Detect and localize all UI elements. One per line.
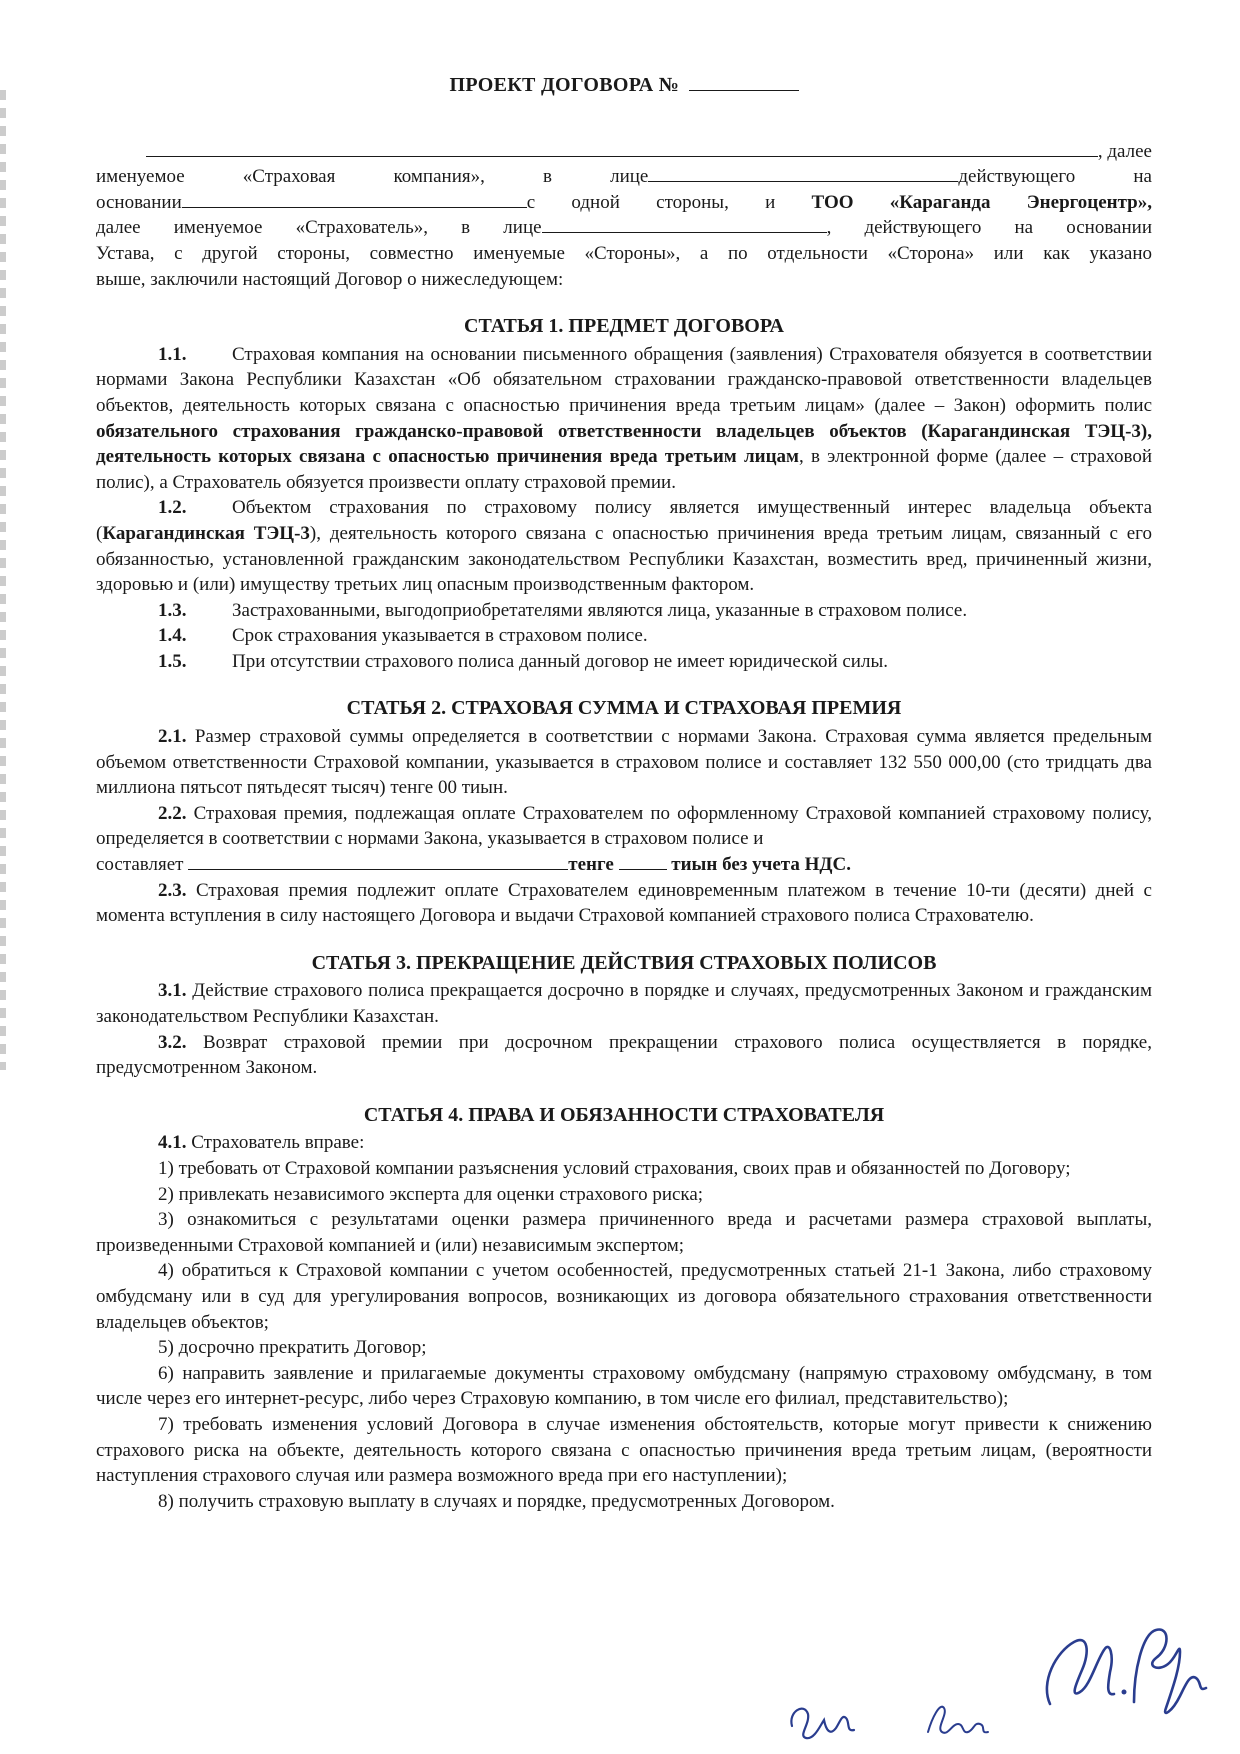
policyholder-rep-blank (542, 216, 827, 233)
right-item-4: 4) обратиться к Страховой компании с учетом особенностей, предусмотренных статьей 21-1 Закона, либо страховому омбудсману или в суд для урегулирования вопросов, возникающих из договора обязательного страхования ответственности владельцев объектов; (96, 1260, 1152, 1333)
preamble-line-1: , далее (96, 139, 1152, 165)
clause-1-4: 1.4. Срок страхования указывается в страховом полисе. (158, 625, 648, 647)
article-4-title: СТАТЬЯ 4. ПРАВА И ОБЯЗАННОСТИ СТРАХОВАТЕЛЯ (363, 1103, 885, 1126)
clause-1-1: 1.1. Страховая компания на основании письменного обращения (заявления) Страхователя обязуется в соответствии нормами Закона Республики Казахстан «Об обязательном страховании гражданско-правовой ответственности владельцев объектов, деятельность которых связана с опасностью причинения вреда третьим лицам» (далее – Закон) оформить полис обязательного страхования гражданско-правовой ответственности владельцев объектов (Карагандинская ТЭЦ-3), деятельность которых связана с опасностью причинения вреда третьим лицам, в электронной форме (далее – страховой полис), а Страхователь обязуется произвести оплату страховой премии. (96, 343, 1152, 493)
clause-3-2: 3.2. Возврат страховой премии при досрочном прекращении страхового полиса осуществляется в порядке, предусмотренном Законом. (96, 1031, 1152, 1079)
preamble-line-3: основании с одной стороны, и ТОО «Караганда Энергоцентр», (96, 191, 1152, 213)
clause-1-3: 1.3. Застрахованными, выгодоприобретателями являются лица, указанные в страховом полисе. (158, 599, 968, 621)
right-item-1: 1) требовать от Страховой компании разъяснения условий страхования, своих прав и обязанностей по Договору; (158, 1157, 1071, 1179)
clause-3-1: 3.1. Действие страхового полиса прекращается досрочно в порядке и случаях, предусмотренных Законом и гражданским законодательством Республики Казахстан. (96, 980, 1152, 1027)
clause-2-2: 2.2. Страховая премия, подлежащая оплате Страхователем по оформленному Страховой компанией страховому полису, определяется в соответствии с нормами Закона, указывается в страховом полисе и (96, 802, 1152, 850)
clause-4-1: 4.1. Страхователь вправе: (158, 1132, 365, 1154)
title-text: ПРОЕКТ ДОГОВОРА № (449, 74, 680, 96)
preamble-line-5: Устава, с другой стороны, совместно именуемые «Стороны», а по отдельности «Сторона» или как указано (96, 242, 1152, 264)
insurer-rep-blank (648, 165, 958, 182)
clause-1-2: 1.2. Объектом страхования по страховому полису является имущественный интерес владельца объекта (Карагандинская ТЭЦ-3), деятельность которого связана с опасностью причинения вреда третьим лицам, связанный с его обязанностью, установленной гражданским законодательством Республики Казахстан, возместить вред, причиненный жизни, здоровью и (или) имуществу третьих лиц опасным производственным фактором. (96, 497, 1152, 596)
premium-tenge-blank (188, 853, 568, 870)
article-2-title: СТАТЬЯ 2. СТРАХОВАЯ СУММА И СТРАХОВАЯ ПРЕМИЯ (346, 697, 902, 720)
insurer-name-blank (146, 140, 1098, 157)
article-3-title: СТАТЬЯ 3. ПРЕКРАЩЕНИЕ ДЕЙСТВИЯ СТРАХОВЫХ ПОЛИСОВ (311, 951, 937, 974)
preamble-line-6: выше, заключили настоящий Договор о нижеследующем: (96, 268, 564, 290)
premium-tiyn-blank (619, 853, 667, 870)
right-item-8: 8) получить страховую выплату в случаях и порядке, предусмотренных Договором. (158, 1490, 835, 1512)
preamble (96, 139, 1152, 293)
contract-body (96, 72, 1152, 1514)
clause-2-1: 2.1. Размер страховой суммы определяется в соответствии с нормами Закона. Страховая сумма является предельным объемом ответственности Страховой компании, указывается в страховом полисе и составляет 132 550 000,00 (сто тридцать два миллиона пятьсот пятьдесят тысяч) тенге 00 тиын. (96, 726, 1152, 799)
policyholder-name: ТОО «Караганда Энергоцентр», (811, 191, 1152, 213)
right-item-6: 6) направить заявление и прилагаемые документы страховому омбудсману (напрямую страховому омбудсману, в том числе через его интернет-ресурс, либо через Страховую компанию, в том числе его филиал, представительство); (96, 1362, 1152, 1410)
insurer-basis-blank (182, 191, 527, 208)
clause-2-3: 2.3. Страховая премия подлежит оплате Страхователем единовременным платежом в течение 10-ти (десяти) дней с момента вступления в силу настоящего Договора и выдачи Страховой компанией страхового полиса Страхователю. (96, 879, 1152, 927)
contract-number-blank (689, 72, 799, 91)
preamble-line-4: далее именуемое «Страхователь», в лице , действующего на основании (96, 217, 1152, 239)
initials-signature-1 (784, 1696, 864, 1746)
document-title (96, 72, 1152, 99)
right-item-7: 7) требовать изменения условий Договора в случае изменения обстоятельств, которые могут привести к снижению страхового риска на объекте, деятельность которого связана с опасностью причинения вреда третьим лицам, (вероятности наступления страхового случая или размера возможного вреда при его наступлении); (96, 1413, 1152, 1487)
clause-2-2-amount-line: составляет тенге тиын без учета НДС. (96, 854, 851, 876)
preamble-line-2: именуемое «Страховая компания», в лице действующего на (96, 166, 1152, 188)
clause-1-5: 1.5. При отсутствии страхового полиса данный договор не имеет юридической силы. (158, 650, 888, 672)
right-item-3: 3) ознакомиться с результатами оценки размера причиненного вреда и расчетами размера страховой выплаты, произведенными Страховой компанией и (или) независимым экспертом; (96, 1209, 1152, 1256)
handwritten-signature-main (1030, 1612, 1220, 1722)
binding-marks (0, 90, 6, 1070)
article-1-title: СТАТЬЯ 1. ПРЕДМЕТ ДОГОВОРА (464, 315, 784, 338)
right-item-2: 2) привлекать независимого эксперта для оценки страхового риска; (158, 1183, 704, 1205)
right-item-5: 5) досрочно прекратить Договор; (158, 1337, 427, 1359)
initials-signature-2 (918, 1694, 994, 1742)
